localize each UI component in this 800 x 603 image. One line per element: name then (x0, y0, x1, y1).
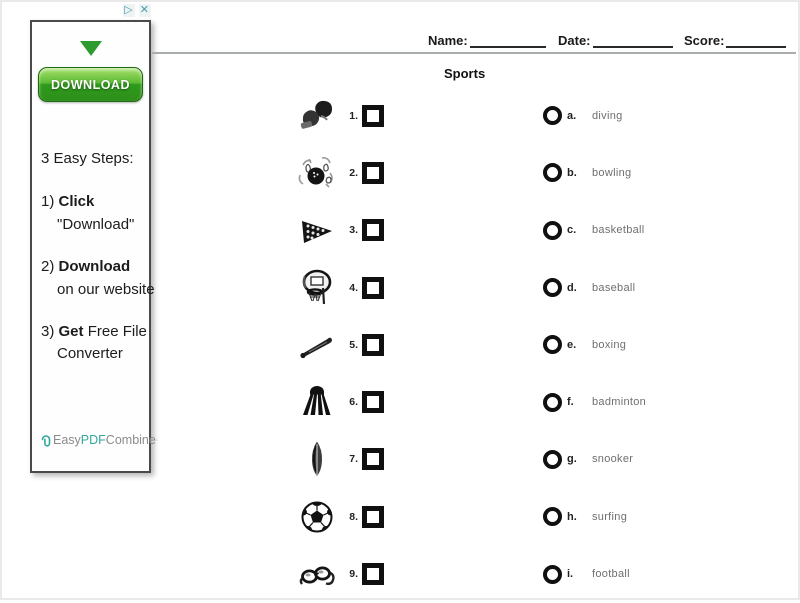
option-radio-a[interactable] (543, 106, 562, 125)
item-number: 4. (349, 281, 358, 294)
option-letter: d. (567, 281, 577, 294)
date-field-group (558, 33, 673, 48)
item-row-8 (294, 488, 384, 545)
item-row-6 (294, 373, 384, 430)
header-divider (152, 52, 796, 54)
answer-checkbox-2[interactable] (362, 162, 384, 184)
answer-checkbox-1[interactable] (362, 105, 384, 127)
item-row-2 (294, 144, 384, 201)
name-label: Name: (428, 33, 468, 48)
option-radio-i[interactable] (543, 565, 562, 584)
brand-pdf: PDF (80, 433, 106, 447)
option-row-d (543, 259, 646, 316)
item-number: 3. (349, 224, 358, 237)
ad-step-1-line2: "Download" (57, 216, 135, 233)
basketball-hoop-image (294, 267, 340, 309)
option-radio-f[interactable] (543, 393, 562, 412)
option-row-b (543, 144, 646, 201)
option-row-e (543, 316, 646, 373)
baseball-bat-image (294, 324, 340, 366)
option-label: diving (592, 109, 623, 122)
item-number: 2. (349, 166, 358, 179)
option-row-a (543, 87, 646, 144)
option-row-c (543, 202, 646, 259)
surfboard-image (294, 438, 340, 480)
option-letter: g. (567, 453, 577, 466)
easypdfcombine-logo[interactable] (40, 433, 158, 447)
item-number: 8. (349, 510, 358, 523)
option-letter: f. (567, 396, 574, 409)
item-row-3 (294, 202, 384, 259)
item-row-1 (294, 87, 384, 144)
name-blank (470, 35, 546, 48)
score-field-group (684, 33, 786, 48)
ad-step-2: 2) Download (41, 258, 131, 275)
date-blank (593, 35, 673, 48)
score-label: Score: (684, 33, 725, 48)
option-label: boxing (592, 338, 627, 351)
answer-checkbox-6[interactable] (362, 391, 384, 413)
page-title: Sports (444, 66, 486, 81)
item-row-5 (294, 316, 384, 373)
badminton-shuttlecock-image (294, 381, 340, 423)
item-number: 9. (349, 568, 358, 581)
name-field-group (428, 33, 546, 48)
ad-step-1: 1) Click (41, 193, 95, 210)
option-label: badminton (592, 396, 647, 409)
answer-options-column (543, 87, 646, 603)
option-label: snooker (592, 453, 634, 466)
snooker-rack-image (294, 209, 340, 251)
ad-step-3-line2: Converter (57, 345, 123, 362)
answer-checkbox-8[interactable] (362, 506, 384, 528)
option-radio-b[interactable] (543, 163, 562, 182)
brand-combine: Combine (105, 433, 156, 447)
brand-mark: · (155, 436, 159, 444)
option-letter: b. (567, 166, 577, 179)
boxing-gloves-image (294, 95, 340, 137)
option-row-i (543, 545, 646, 602)
item-row-9 (294, 545, 384, 602)
ad-close-icon[interactable]: ✕ (139, 4, 150, 16)
answer-checkbox-3[interactable] (362, 219, 384, 241)
ad-step-3: 3) Get Free File (41, 323, 147, 340)
ad-controls (30, 4, 151, 17)
item-number: 6. (349, 396, 358, 409)
option-letter: h. (567, 510, 577, 523)
bowling-strike-image (294, 152, 340, 194)
answer-checkbox-7[interactable] (362, 448, 384, 470)
option-radio-g[interactable] (543, 450, 562, 469)
option-label: baseball (592, 281, 636, 294)
option-label: football (592, 568, 630, 581)
ad-panel (30, 20, 159, 473)
option-row-h (543, 488, 646, 545)
answer-checkbox-9[interactable] (362, 563, 384, 585)
item-row-4 (294, 259, 384, 316)
download-button[interactable]: DOWNLOAD (38, 67, 143, 102)
diving-goggles-image (294, 553, 340, 595)
option-row-g (543, 431, 646, 488)
answer-checkbox-5[interactable] (362, 334, 384, 356)
option-radio-h[interactable] (543, 507, 562, 526)
option-row-f (543, 373, 646, 430)
item-number: 5. (349, 338, 358, 351)
item-row-7 (294, 431, 384, 488)
date-label: Date: (558, 33, 591, 48)
item-number: 1. (349, 109, 358, 122)
option-label: bowling (592, 166, 632, 179)
football-ball-image (294, 496, 340, 538)
option-letter: i. (567, 568, 574, 581)
option-letter: e. (567, 338, 577, 351)
ad-steps-heading: 3 Easy Steps: (41, 150, 134, 167)
paperclip-icon (40, 433, 52, 447)
item-number: 7. (349, 453, 358, 466)
answer-checkbox-4[interactable] (362, 277, 384, 299)
score-blank (726, 35, 786, 48)
down-arrow-icon (80, 41, 102, 56)
option-radio-e[interactable] (543, 335, 562, 354)
ad-step-2-line2: on our website (57, 281, 155, 298)
option-letter: a. (567, 109, 577, 122)
picture-items-column (294, 87, 384, 603)
option-letter: c. (567, 224, 577, 237)
option-radio-c[interactable] (543, 221, 562, 240)
option-label: surfing (592, 510, 628, 523)
adchoices-icon[interactable]: ▷ (124, 4, 134, 16)
option-label: basketball (592, 224, 645, 237)
brand-easy: Easy (53, 433, 81, 447)
option-radio-d[interactable] (543, 278, 562, 297)
